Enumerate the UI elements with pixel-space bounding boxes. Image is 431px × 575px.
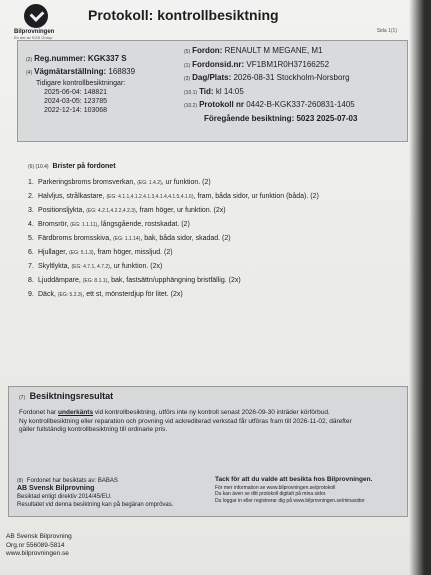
defect-item: 7. Skyltlykta, (EG: 4.7.1, 4.7.2), ur funktion. (2x) [28, 263, 163, 270]
defects-title: (6) (10.4) Brister på fordonet [28, 163, 116, 170]
result-text: Fordonet har underkänts vid kontrollbesiktning, utförs inte ny kontroll senast 2026-09-30 inträder körförbud. Ny kontrollbesiktning eller reparation och provning vid ackrediterad verkstad får utföras fram till 2026-11-02, därefter gäller fullständig kontrollbesiktning till ordinarie pris. [19, 409, 352, 433]
previous-inspection-row: Föregående besiktning: 5023 2025-07-03 [204, 113, 358, 123]
page-footer [6, 533, 72, 559]
result-status: underkänts [58, 409, 94, 416]
history-row: 2024-03-05: 123785 [44, 98, 108, 105]
inspected-by: Fordonet har besiktats av: BABAS [26, 478, 118, 484]
thanks-text: Tack för att du valde att besikta hos Bilprovningen. [215, 476, 373, 483]
vehicle-info-right [184, 45, 357, 126]
defect-item: 1. Parkeringsbroms bromsverkan, (EG: 1.4.2), ur funktion. (2) [28, 179, 211, 186]
logo-name: Bilprovningen [14, 29, 55, 35]
reg-number-value: KGK337 S [87, 54, 127, 63]
paper-shadow-edge [409, 0, 431, 575]
time-row: (10.1) Tid: kl 14:05 [184, 86, 244, 96]
result-box [8, 386, 408, 517]
reg-number-row: (2) Reg.nummer: KGK337 S [26, 54, 127, 63]
defects-section [28, 163, 408, 302]
bilprovningen-logo-icon [24, 4, 48, 28]
defects-list [28, 176, 408, 302]
footer-org: Org.nr 556089-5814 [6, 541, 65, 549]
history-row: 2025-06-04: 148821 [44, 89, 108, 96]
company-name: AB Svensk Bilprovning [17, 485, 95, 492]
page-number: Sida 1(1) [376, 28, 397, 34]
defect-item: 9. Däck, (EG: 5.2.3), ett st, mönsterdjup för litet. (2x) [28, 291, 183, 298]
logo [14, 4, 66, 40]
inspector-info: (8) Fordonet har besiktats av: BABAS AB Svensk Bilprovning Besiktad enligt direktiv 2014/45/EU. Resultatet vid denna besiktning kan på begäran omprövas. [17, 478, 174, 508]
defect-item: 3. Positionsljykta, (EG: 4.2.1,4.2.2,4.2.3), fram höger, ur funktion. (2x) [28, 207, 226, 214]
result-title: (7) Besiktningsresultat [19, 391, 114, 401]
protocol-number-row: (10.2) Protokoll nr 0442-B-KGK337-260831-1405 [184, 100, 355, 109]
footer-web: www.bilprovningen.se [6, 550, 69, 557]
defect-item: 2. Halvljus, strålkastare, (EG: 4.1.1,4.1.2,4.1.3,4.1.4,4.1.5,4.1.6), fram, båda sidor, ur funktion (båda). (2) [28, 193, 319, 200]
document-title: Protokoll: kontrollbesiktning [88, 7, 279, 23]
defect-item: 8. Ljuddämpare, (EG: 8.1.1), bak, fastsättn/upphängning bristfällig. (2x) [28, 277, 241, 284]
history-row: 2022-12-14: 103068 [44, 107, 108, 114]
defect-item: 6. Hjullager, (EG: 5.1.3), fram höger, missljud. (2) [28, 249, 173, 256]
history-title: Tidigare kontrollbesiktningar: [36, 80, 126, 87]
defect-item: 4. Bromsrör, (EG: 1.1.11), långsgående, rostskadat. (2) [28, 221, 190, 228]
date-place-row: (3) Dag/Plats: 2026-08-31 Stockholm-Norsborg [184, 73, 350, 82]
vehicle-info-left [26, 53, 135, 115]
logo-tagline: En del av SGS Group [14, 35, 53, 40]
vehicle-row: (5) Fordon: RENAULT M MEGANE, M1 [184, 46, 323, 55]
odometer-value: 168839 [108, 67, 136, 76]
defect-item: 5. Färdbroms bromsskiva, (EG: 1.1.14), bak, båda sidor, skadad. (2) [28, 235, 231, 242]
vin-row: (1) Fordonsid.nr: VF1BM1R0H37166252 [184, 59, 330, 69]
vehicle-info-box [17, 40, 408, 142]
thanks-info: Tack för att du valde att besikta hos Bilprovningen. För mer information se www.bilprovningen.se/protokoll Du kan även se ditt protokoll digitalt på mina sidor. Du loggar in eller registrerar dig på www.bilprovningen.se/minasidor [215, 476, 373, 504]
odometer-row: (4) Vägmätarställning: 168839 [26, 67, 136, 76]
footer-company: AB Svensk Bilprovning [6, 533, 72, 540]
